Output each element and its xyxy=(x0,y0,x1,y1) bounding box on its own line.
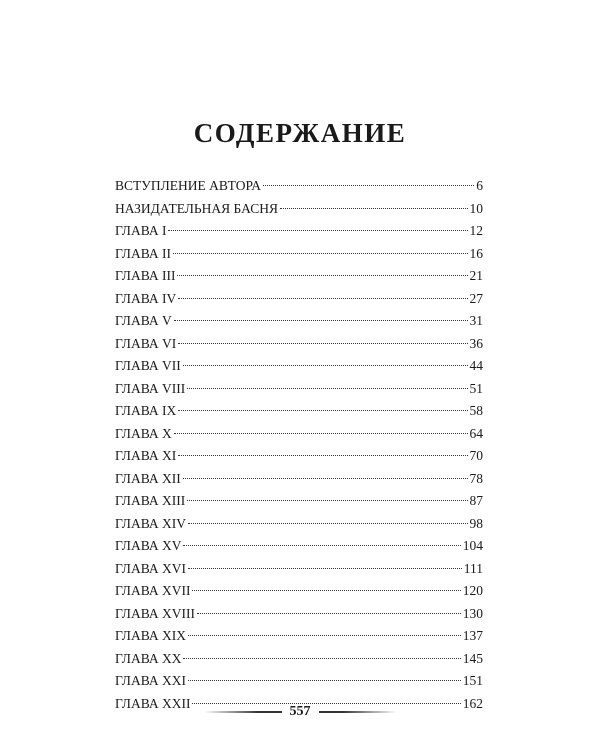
toc-entry[interactable] xyxy=(115,468,483,491)
dot-leader xyxy=(168,230,467,231)
toc-entry-page: 16 xyxy=(469,245,483,261)
toc-entry-label: ГЛАВА X xyxy=(115,425,172,441)
toc-entry-label: ГЛАВА XIII xyxy=(115,493,186,508)
toc-entry[interactable] xyxy=(115,625,483,648)
footer-ornament-left xyxy=(204,711,282,713)
dot-leader xyxy=(178,410,467,411)
toc-entry-page: 78 xyxy=(469,470,483,486)
toc-entry-page: 21 xyxy=(469,268,483,283)
toc-entry[interactable] xyxy=(115,400,483,423)
toc-entry-page: 162 xyxy=(462,695,483,711)
toc-entry-page: 120 xyxy=(462,583,483,598)
toc-entry-label: ГЛАВА XVI xyxy=(115,560,186,576)
dot-leader xyxy=(183,545,460,546)
toc-entry[interactable] xyxy=(115,378,483,401)
toc-entry-label: ГЛАВА VI xyxy=(115,335,177,351)
toc-entry-page: 70 xyxy=(469,448,483,463)
dot-leader xyxy=(197,613,461,614)
dot-leader xyxy=(178,298,467,299)
dot-leader xyxy=(178,343,467,344)
toc-entry-page: 104 xyxy=(462,538,483,553)
toc-entry[interactable] xyxy=(115,288,483,311)
dot-leader xyxy=(183,478,468,479)
toc-entry-label: ГЛАВА XVII xyxy=(115,583,191,598)
dot-leader xyxy=(177,275,467,276)
toc-entry-page: 51 xyxy=(469,380,483,396)
dot-leader xyxy=(263,185,474,186)
toc-entry[interactable] xyxy=(115,558,483,581)
toc-entry-label: НАЗИДАТЕЛЬНАЯ БАСНЯ xyxy=(115,200,278,216)
dot-leader xyxy=(280,208,468,209)
toc-entry-label: ГЛАВА VIII xyxy=(115,380,186,396)
toc-entry-label: ГЛАВА XIV xyxy=(115,515,186,531)
toc-entry[interactable] xyxy=(115,198,483,221)
toc-entry[interactable] xyxy=(115,333,483,356)
toc-entry-page: 130 xyxy=(462,605,483,621)
toc-entry[interactable] xyxy=(115,535,483,558)
footer-ornament-right xyxy=(319,711,397,713)
dot-leader xyxy=(188,568,462,569)
toc-entry[interactable] xyxy=(115,423,483,446)
table-of-contents xyxy=(115,175,483,715)
toc-entry-page: 6 xyxy=(476,178,483,193)
dot-leader xyxy=(183,658,460,659)
toc-entry[interactable] xyxy=(115,445,483,468)
toc-entry-label: ГЛАВА III xyxy=(115,268,176,283)
toc-entry-label: ГЛАВА I xyxy=(115,223,167,238)
dot-leader xyxy=(178,455,467,456)
toc-entry-label: ГЛАВА VII xyxy=(115,358,181,373)
toc-entry-label: ГЛАВА XIX xyxy=(115,628,186,643)
toc-entry-label: ГЛАВА IX xyxy=(115,403,177,418)
toc-entry-page: 98 xyxy=(469,515,483,531)
toc-entry[interactable] xyxy=(115,243,483,266)
page-title: СОДЕРЖАНИЕ xyxy=(193,118,407,148)
toc-entry[interactable] xyxy=(115,175,483,198)
dot-leader xyxy=(188,523,468,524)
toc-entry[interactable] xyxy=(115,310,483,333)
dot-leader xyxy=(173,253,468,254)
toc-entry[interactable] xyxy=(115,355,483,378)
toc-entry-page: 151 xyxy=(462,673,483,688)
toc-entry-label: ГЛАВА XVIII xyxy=(115,605,195,621)
dot-leader xyxy=(192,590,460,591)
toc-entry-page: 64 xyxy=(469,425,483,441)
toc-entry-label: ГЛАВА XV xyxy=(115,538,182,553)
dot-leader xyxy=(174,320,468,321)
toc-entry[interactable] xyxy=(115,648,483,671)
dot-leader xyxy=(188,680,461,681)
dot-leader xyxy=(183,365,468,366)
toc-entry[interactable] xyxy=(115,580,483,603)
dot-leader xyxy=(174,433,468,434)
toc-entry-label: ГЛАВА XI xyxy=(115,448,177,463)
dot-leader xyxy=(187,388,467,389)
toc-entry[interactable] xyxy=(115,513,483,536)
toc-entry-page: 27 xyxy=(469,290,483,306)
toc-entry-label: ГЛАВА XX xyxy=(115,650,182,666)
toc-entry-page: 145 xyxy=(462,650,483,666)
page-number: 557 xyxy=(289,704,311,719)
page-footer xyxy=(0,704,600,720)
toc-entry-label: ГЛАВА XXI xyxy=(115,673,186,688)
toc-entry[interactable] xyxy=(115,220,483,243)
dot-leader xyxy=(188,635,461,636)
toc-entry-page: 87 xyxy=(469,493,483,508)
toc-entry-label: ГЛАВА V xyxy=(115,313,172,328)
toc-entry-page: 137 xyxy=(462,628,483,643)
toc-entry-page: 44 xyxy=(469,358,483,373)
toc-entry[interactable] xyxy=(115,490,483,513)
toc-entry-label: ВСТУПЛЕНИЕ АВТОРА xyxy=(115,178,262,193)
toc-entry-page: 111 xyxy=(463,560,483,576)
toc-entry-label: ГЛАВА IV xyxy=(115,290,177,306)
toc-entry[interactable] xyxy=(115,603,483,626)
toc-entry-page: 31 xyxy=(469,313,483,328)
toc-entry-page: 36 xyxy=(469,335,483,351)
toc-entry-label: ГЛАВА XXII xyxy=(115,695,191,711)
toc-entry[interactable] xyxy=(115,670,483,693)
toc-entry-page: 58 xyxy=(469,403,483,418)
toc-entry[interactable] xyxy=(115,265,483,288)
dot-leader xyxy=(187,500,467,501)
toc-entry-page: 10 xyxy=(469,200,483,216)
toc-entry-label: ГЛАВА II xyxy=(115,245,171,261)
toc-entry-label: ГЛАВА XII xyxy=(115,470,181,486)
toc-entry-page: 12 xyxy=(469,223,483,238)
